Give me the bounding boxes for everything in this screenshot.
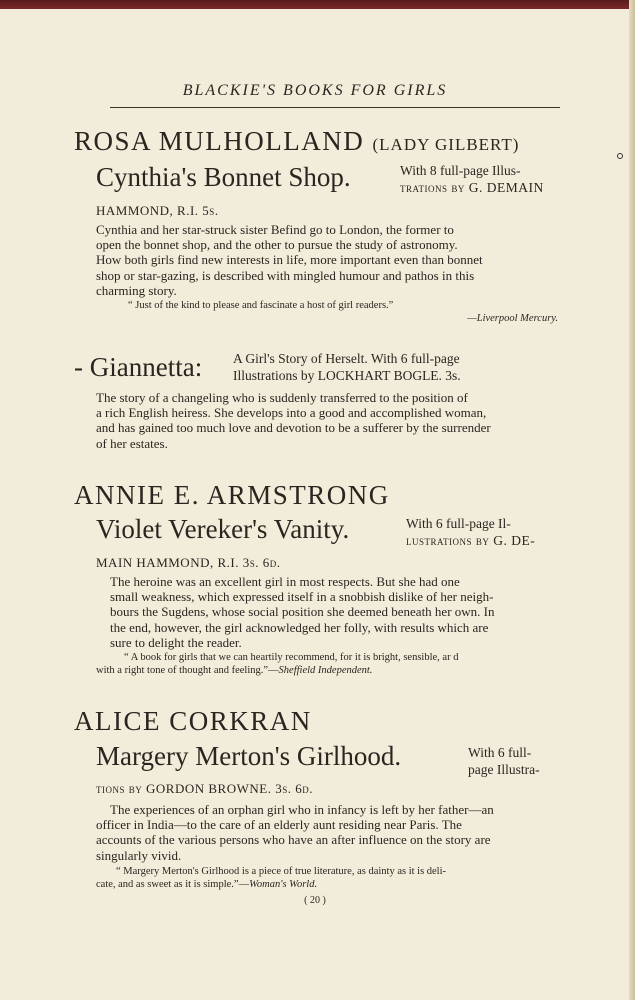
- review-quote: [96, 865, 566, 891]
- page-number: ( 20 ): [304, 895, 326, 906]
- quote-source: —Liverpool Mercury.: [467, 313, 558, 324]
- book-title: Violet Vereker's Vanity.: [96, 514, 350, 544]
- book-note-line: A Girl's Story of Herselt. With 6 full-page: [233, 351, 460, 366]
- description-line: The experiences of an orphan girl who in infancy is left by her father—an: [110, 802, 494, 817]
- description-line: The heroine was an excellent girl in most respects. But she had one: [110, 574, 460, 589]
- book-note-line: lustrations by G. DE-: [406, 533, 536, 548]
- ring-mark-icon: [617, 153, 623, 159]
- book-description: [96, 802, 562, 863]
- header-rule: [110, 107, 560, 108]
- description-line: small weakness, which expressed itself in a snobbish dislike of her neigh-: [110, 589, 494, 605]
- description-line: open the bonnet shop, and the other to pursue the study of astronomy.: [96, 237, 458, 253]
- description-line: a rich English heiress. She develops into a good and accomplished woman,: [96, 405, 487, 421]
- author-heading: [74, 126, 519, 157]
- quote-line: cate, and as sweet as it is simple.”—: [96, 879, 250, 890]
- book-cont-line: HAMMOND, R.I. 5s.: [96, 203, 219, 218]
- quote-source: Woman's World.: [249, 879, 318, 890]
- author-heading: [74, 706, 312, 737]
- description-line: singularly vivid.: [96, 847, 182, 863]
- book-description: [96, 222, 562, 298]
- book-title: Cynthia's Bonnet Shop.: [96, 162, 351, 192]
- book-note-line: Illustrations by LOCKHART BOGLE. 3s.: [233, 368, 461, 383]
- quote-line-with-source: [96, 878, 566, 891]
- quote-line-with-source: [96, 664, 566, 677]
- description-line: the end, however, the girl acknowledged her folly, with results which are: [110, 619, 489, 635]
- book-note-line: trations by G. DEMAIN: [400, 180, 544, 195]
- description-line: How both girls find new interests in life, more important even than bonnet: [96, 252, 483, 268]
- description-line: accounts of the various persons who have an after influence on the story are: [96, 832, 491, 848]
- description-line: of her estates.: [96, 435, 168, 451]
- author-name: ROSA MULHOLLAND: [74, 126, 365, 156]
- author-name: ANNIE E. ARMSTRONG: [74, 480, 390, 510]
- book-title: Margery Merton's Girlhood.: [96, 741, 402, 771]
- quote-source: Sheffield Independent.: [278, 665, 373, 676]
- book-note-line: With 6 full-: [468, 745, 532, 760]
- book-note: [400, 162, 544, 196]
- description-line: and has gained too much love and devotion to be a sufferer by the surrender: [96, 420, 491, 436]
- review-quote: [128, 299, 558, 325]
- book-cont-line: tions by GORDON BROWNE. 3s. 6d.: [96, 781, 313, 796]
- running-head: BLACKIE'S BOOKS FOR GIRLS: [182, 82, 448, 99]
- book-description: [96, 390, 562, 451]
- book-note-line: With 8 full-page Illus-: [400, 163, 521, 178]
- book-description: [110, 574, 562, 650]
- review-quote: [96, 651, 566, 677]
- author-heading: [74, 480, 390, 511]
- author-note: (LADY GILBERT): [372, 135, 520, 154]
- description-line: The story of a changeling who is suddenly transferred to the position of: [96, 390, 468, 405]
- quote-line: “ Just of the kind to please and fascinate a host of girl readers.”: [128, 300, 394, 311]
- description-line: Cynthia and her star-struck sister Befind go to London, the former to: [96, 222, 454, 237]
- book-note-line: page Illustra-: [468, 762, 540, 777]
- quote-line: “ Margery Merton's Girlhood is a piece of true literature, as dainty as it is deli-: [116, 866, 447, 877]
- description-line: shop or star-gazing, is described with mingled humour and pathos in this: [96, 267, 475, 283]
- book-note: [406, 515, 535, 549]
- quote-line: “ A book for girls that we can heartily recommend, for it is bright, sensible, ar d: [124, 652, 459, 663]
- book-note: [233, 350, 461, 384]
- description-line: bours the Sugdens, whose social position she deemed beneath her own. In: [110, 604, 495, 620]
- description-line: charming story.: [96, 282, 177, 298]
- book-note-line: With 6 full-page Il-: [406, 516, 511, 531]
- book-note: [468, 744, 540, 778]
- book-cont-line: MAIN HAMMOND, R.I. 3s. 6d.: [96, 555, 281, 570]
- author-name: ALICE CORKRAN: [74, 706, 312, 736]
- description-line: officer in India—to the care of an elderly aunt residing near Paris. The: [96, 817, 462, 833]
- quote-line: with a right tone of thought and feeling.”—: [96, 665, 279, 676]
- description-line: sure to delight the reader.: [110, 634, 242, 650]
- book-title: - Giannetta:: [74, 352, 203, 382]
